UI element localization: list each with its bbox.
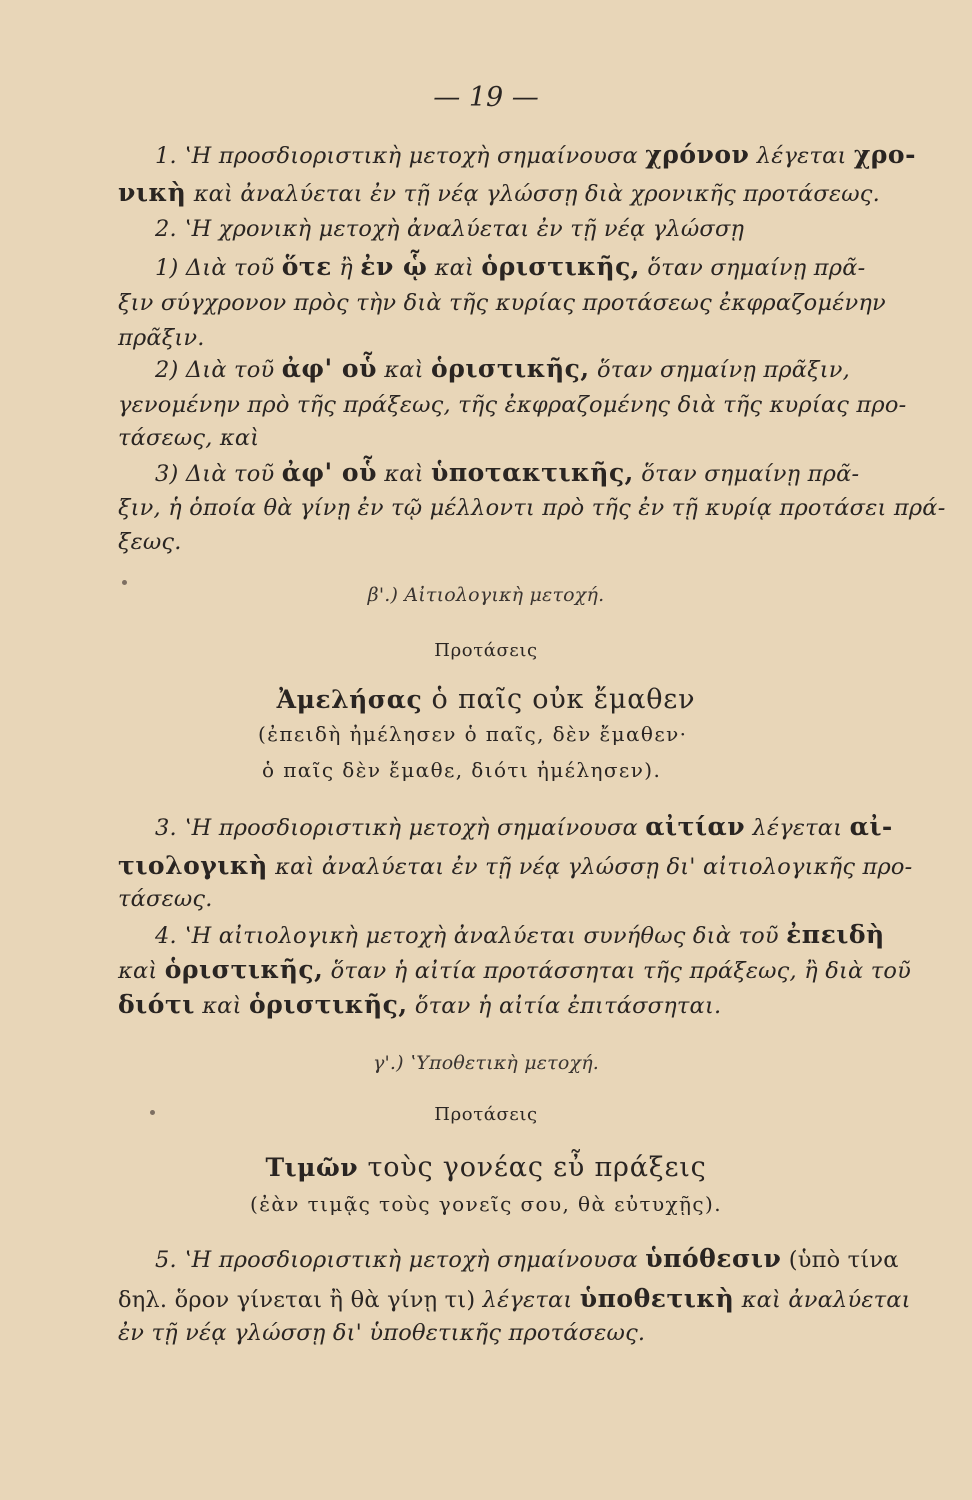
subparagraph-1-line-2: ξιν σύγχρονον πρὸς τὴν διὰ τῆς κυρίας προτάσεως ἐκφραζομένην	[118, 290, 886, 316]
text: 3) Διὰ τοῦ	[155, 461, 282, 487]
text: καὶ ἀναλύεται	[734, 1287, 911, 1313]
subparagraph-1-line-1	[155, 252, 865, 281]
bold-term: Ἀμελήσας	[276, 685, 423, 714]
paragraph-1-line-1	[155, 140, 916, 169]
bold-term: ὁριστικῆς,	[481, 252, 641, 281]
text: καὶ ἀναλύεται ἐν τῇ νέᾳ γλώσσῃ δι' αἰτιολογικῆς προ-	[267, 854, 913, 880]
bold-term: ἀφ' οὗ	[281, 458, 377, 487]
paragraph-5-line-1	[155, 1244, 899, 1273]
text: λέγεται	[745, 815, 850, 841]
section-b-paraphrase-1: (ἐπειδὴ ἠμέλησεν ὁ παῖς, δὲν ἔμαθεν·	[258, 722, 688, 746]
subparagraph-1-line-3: πρᾶξιν.	[118, 325, 205, 351]
text: καὶ	[194, 993, 249, 1019]
bold-term: αἰ-	[849, 812, 893, 841]
paragraph-4-line-3	[118, 990, 721, 1019]
text: 4. ʽΗ αἰτιολογικὴ μετοχὴ ἀναλύεται συνήθως διὰ τοῦ	[155, 923, 787, 949]
bold-term: ὑπόθεσιν	[645, 1244, 782, 1273]
bold-term: διότι	[118, 990, 195, 1019]
text: 2) Διὰ τοῦ	[155, 357, 282, 383]
bold-term: ὑποτακτικῆς,	[431, 458, 634, 487]
bold-term: ὁριστικῆς,	[164, 955, 324, 984]
section-c-heading: Προτάσεις	[434, 1104, 538, 1125]
paragraph-1-line-2	[118, 178, 880, 207]
paragraph-3-line-1	[155, 812, 893, 841]
text: ὁ παῖς οὐκ ἔμαθεν	[422, 684, 696, 715]
bold-term: ὁριστικῆς,	[431, 354, 590, 383]
text: ὅταν σημαίνῃ πρᾶ-	[640, 255, 866, 281]
bold-term: ὁριστικῆς,	[248, 990, 408, 1019]
subparagraph-3-line-3: ξεως.	[118, 529, 182, 555]
bold-term: ἐπειδὴ	[786, 920, 885, 949]
bold-term: ὅτε	[281, 252, 332, 281]
text: καὶ	[376, 357, 432, 383]
bold-term: ἀφ' οὗ	[281, 354, 377, 383]
text: (ὑπὸ τίνα	[781, 1247, 899, 1273]
text: ὅταν ἡ αἰτία ἐπιτάσσηται.	[407, 993, 722, 1019]
text: 3. ʽΗ προσδιοριστικὴ μετοχὴ σημαίνουσα	[155, 815, 646, 841]
subparagraph-2-line-1	[155, 354, 850, 383]
paragraph-4-line-1	[155, 920, 885, 949]
bold-term: ἐν ᾧ	[360, 252, 428, 281]
page-number: — 19 —	[433, 82, 539, 113]
text: καὶ	[118, 958, 165, 984]
paragraph-2-line-1: 2. ʽΗ χρονικὴ μετοχὴ ἀναλύεται ἐν τῇ νέᾳ γλώσσῃ	[155, 216, 745, 242]
text: λέγεται	[475, 1287, 580, 1313]
text: ὅταν σημαίνῃ πρᾶξιν,	[589, 357, 851, 383]
bold-term: νικὴ	[118, 178, 187, 207]
section-c-title: γ'.) ʽΥποθετικὴ μετοχή.	[372, 1052, 600, 1074]
text: 5. ʽΗ προσδιοριστικὴ μετοχὴ σημαίνουσα	[155, 1247, 646, 1273]
section-b-paraphrase-2: ὁ παῖς δὲν ἔμαθε, διότι ἠμέλησεν).	[262, 758, 662, 782]
section-c-paraphrase: (ἐὰν τιμᾷς τοὺς γονεῖς σου, θὰ εὐτυχῇς).	[250, 1192, 722, 1216]
text: ἢ	[331, 255, 361, 281]
subparagraph-3-line-1	[155, 458, 859, 487]
paragraph-5-line-3: ἐν τῇ νέᾳ γλώσσῃ δι' ὑποθετικῆς προτάσεως.	[118, 1320, 646, 1346]
text: 1) Διὰ τοῦ	[155, 255, 282, 281]
text: δηλ. ὅρον γίνεται ἢ θὰ γίνῃ τι)	[118, 1287, 476, 1313]
bold-term: χρόνον	[645, 140, 750, 169]
subparagraph-3-line-2: ξιν, ἡ ὁποία θὰ γίνῃ ἐν τῷ μέλλοντι πρὸ τῆς ἐν τῇ κυρίᾳ προτάσει πρά-	[118, 495, 946, 521]
text: τοὺς γονέας εὖ πράξεις	[358, 1152, 707, 1183]
text: ὅταν ἡ αἰτία προτάσσηται τῆς πράξεως, ἢ διὰ τοῦ	[323, 958, 912, 984]
section-b-heading: Προτάσεις	[434, 640, 538, 661]
text: 1. ʽΗ προσδιοριστικὴ μετοχὴ σημαίνουσα	[155, 143, 646, 169]
text: καὶ	[427, 255, 482, 281]
section-b-title: β'.) Αἰτιολογικὴ μετοχή.	[367, 584, 605, 606]
bold-term: αἰτίαν	[645, 812, 746, 841]
bold-term: χρο-	[853, 140, 916, 169]
text: καὶ	[376, 461, 432, 487]
paragraph-3-line-2	[118, 851, 912, 880]
section-b-example	[0, 684, 972, 715]
text: ὅταν σημαίνῃ πρᾶ-	[633, 461, 860, 487]
bold-term: τιολογικὴ	[118, 851, 268, 880]
bold-term: Τιμῶν	[265, 1153, 359, 1182]
section-c-example	[0, 1152, 972, 1183]
paragraph-3-line-3: τάσεως.	[118, 886, 213, 912]
paragraph-5-line-2	[118, 1284, 911, 1313]
subparagraph-2-line-2: γενομένην πρὸ τῆς πράξεως, τῆς ἐκφραζομένης διὰ τῆς κυρίας προ-	[118, 392, 907, 418]
subparagraph-2-line-3: τάσεως, καὶ	[118, 425, 260, 451]
text: λέγεται	[749, 143, 854, 169]
text: καὶ ἀναλύεται ἐν τῇ νέᾳ γλώσσῃ διὰ χρονικῆς προτάσεως.	[186, 181, 880, 207]
paragraph-4-line-2	[118, 955, 911, 984]
bold-term: ὑποθετικὴ	[579, 1284, 735, 1313]
